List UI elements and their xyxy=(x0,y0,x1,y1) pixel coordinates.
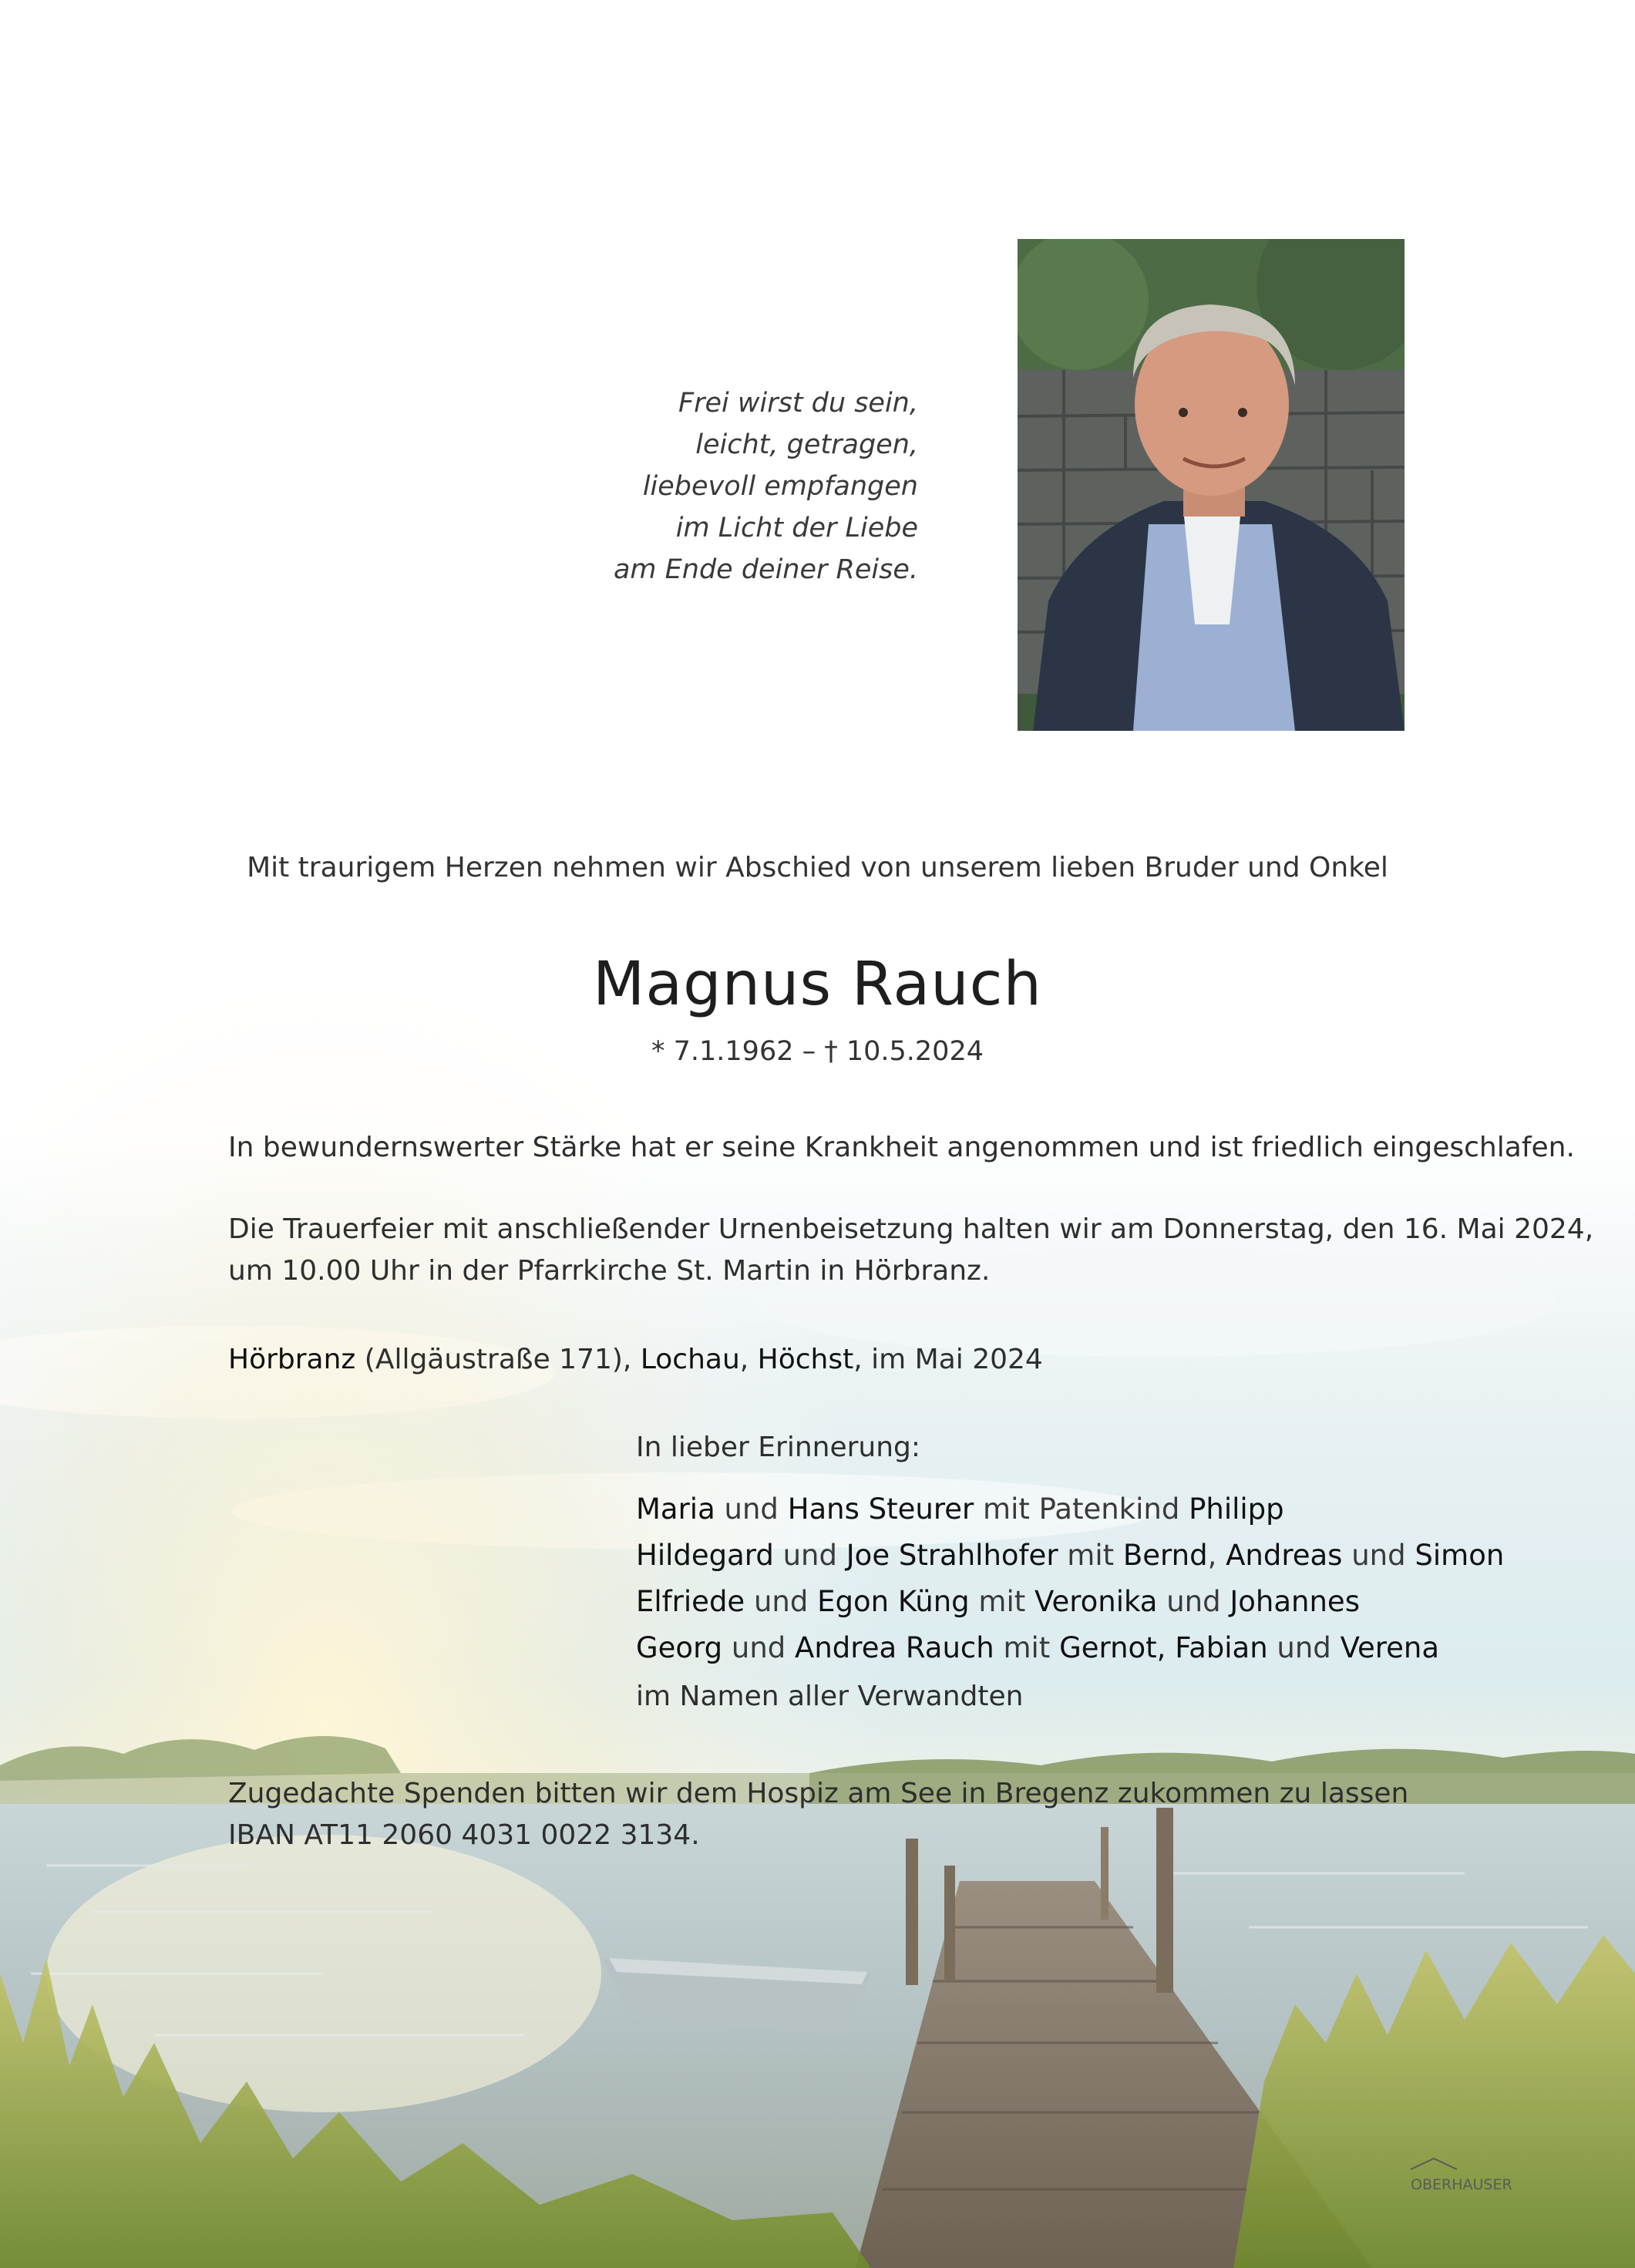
life-dates: * 7.1.1962 – † 10.5.2024 xyxy=(651,1036,984,1067)
family-member-name: Elfriede xyxy=(636,1585,745,1618)
family-member-name: Andreas xyxy=(1226,1539,1343,1572)
family-connector: und xyxy=(1267,1631,1341,1664)
family-member-name: Joe Strahlhofer xyxy=(846,1539,1058,1572)
address: (Allgäustraße 171), xyxy=(355,1344,641,1375)
family-member-name: Simon xyxy=(1415,1539,1505,1572)
separator: , xyxy=(739,1344,758,1375)
family-member-name: Georg xyxy=(636,1631,723,1664)
poem-line: Frei wirst du sein, xyxy=(678,388,918,419)
family-connector: mit xyxy=(969,1585,1035,1618)
place-name: Höchst xyxy=(757,1344,854,1375)
place-date: , im Mai 2024 xyxy=(853,1344,1043,1375)
poem-line: leicht, getragen, xyxy=(695,429,918,460)
family-connector: mit Patenkind xyxy=(974,1492,1189,1526)
portrait-photo xyxy=(1018,239,1405,731)
oberhauser-logo xyxy=(1388,2152,1565,2199)
family-connector: und xyxy=(745,1585,818,1618)
places-line xyxy=(228,1339,1446,1381)
poem xyxy=(456,382,918,591)
family-member-name: Verena xyxy=(1340,1631,1440,1664)
poem-line: liebevoll empfangen xyxy=(642,471,918,502)
logo-text: OBERHAUSER xyxy=(1411,2176,1512,2193)
family-member-name: Hans Steurer xyxy=(787,1492,974,1526)
family-connector: und xyxy=(773,1539,846,1572)
iban-line: IBAN AT11 2060 4031 0022 3134. xyxy=(228,1819,700,1851)
family-member-name: Hildegard xyxy=(636,1539,774,1572)
family-connector: und xyxy=(715,1492,788,1526)
family-list xyxy=(636,1486,1504,1671)
place-name: Hörbranz xyxy=(228,1344,356,1375)
poem-line: im Licht der Liebe xyxy=(675,513,918,543)
family-connector: mit xyxy=(1058,1539,1123,1572)
family-connector: mit xyxy=(994,1631,1060,1664)
family-member-name: Johannes xyxy=(1230,1585,1360,1618)
family-connector: , xyxy=(1207,1539,1226,1572)
family-member-name: Egon Küng xyxy=(817,1585,970,1618)
relatives-line: im Namen aller Verwandten xyxy=(636,1681,1024,1712)
family-member-name: Maria xyxy=(636,1492,715,1526)
family-member-name: Philipp xyxy=(1189,1492,1284,1526)
family-line xyxy=(636,1625,1504,1671)
poem-line: am Ende deiner Reise. xyxy=(613,554,918,585)
family-connector: und xyxy=(722,1631,796,1664)
family-member-name: Veronika xyxy=(1034,1585,1158,1618)
ceremony-line: Die Trauerfeier mit anschließender Urnenbeisetzung halten wir am Donnerstag, den 16. Mai 2024, xyxy=(228,1213,1594,1245)
donation-line: Zugedachte Spenden bitten wir dem Hospiz am See in Bregenz zukommen zu lassen xyxy=(228,1778,1409,1809)
ceremony-paragraph xyxy=(228,1209,1594,1292)
place-name: Lochau xyxy=(640,1344,740,1375)
illness-paragraph: In bewundernswerter Stärke hat er seine Krankheit angenommen und ist friedlich eingeschlafen. xyxy=(228,1132,1575,1163)
family-connector: und xyxy=(1342,1539,1415,1572)
family-member-name: Bernd xyxy=(1122,1539,1208,1572)
donation-notice xyxy=(228,1773,1408,1856)
deceased-name: Magnus Rauch xyxy=(593,950,1042,1019)
intro-text: Mit traurigem Herzen nehmen wir Abschied von unserem lieben Bruder und Onkel xyxy=(247,852,1388,883)
family-line xyxy=(636,1486,1504,1533)
family-member-name: Gernot, Fabian xyxy=(1059,1631,1268,1664)
family-line xyxy=(636,1533,1504,1579)
memory-heading: In lieber Erinnerung: xyxy=(636,1432,921,1463)
ceremony-line: um 10.00 Uhr in der Pfarrkirche St. Martin in Hörbranz. xyxy=(228,1255,991,1287)
family-member-name: Andrea Rauch xyxy=(795,1631,994,1664)
family-connector: und xyxy=(1157,1585,1230,1618)
family-line xyxy=(636,1579,1504,1625)
